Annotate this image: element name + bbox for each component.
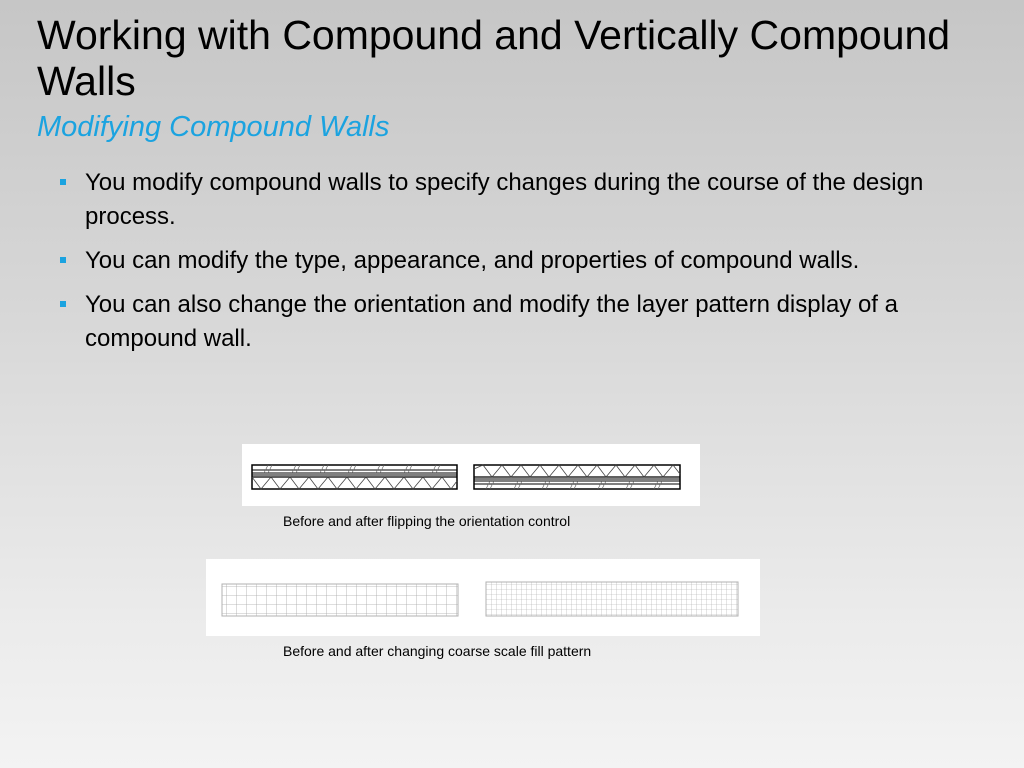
- wall-after-flip: [474, 465, 680, 489]
- fill-pattern-figure: [206, 559, 760, 636]
- wall-after-fill-change: [486, 582, 738, 616]
- orientation-caption: Before and after flipping the orientation control: [283, 513, 571, 529]
- bullet-text: You modify compound walls to specify changes during the course of the design process.: [85, 169, 924, 230]
- wall-before-flip: [252, 465, 457, 489]
- square-bullet-icon: [60, 179, 66, 185]
- slide-subtitle: Modifying Compound Walls: [37, 111, 390, 143]
- bullet-item: [58, 244, 938, 278]
- bullet-item: [58, 166, 938, 234]
- fill-pattern-diagram: [206, 559, 760, 636]
- orientation-diagram: [242, 444, 700, 506]
- slide-title: Working with Compound and Vertically Compound Walls: [37, 12, 951, 104]
- bullet-text: You can also change the orientation and modify the layer pattern display of a compound wall.: [85, 291, 898, 352]
- square-bullet-icon: [60, 257, 66, 263]
- wall-before-fill-change: [222, 584, 458, 616]
- square-bullet-icon: [60, 301, 66, 307]
- bullet-list: [58, 166, 938, 366]
- orientation-figure: [242, 444, 700, 506]
- bullet-text: You can modify the type, appearance, and properties of compound walls.: [85, 247, 860, 274]
- bullet-item: [58, 288, 938, 356]
- fill-pattern-caption: Before and after changing coarse scale fill pattern: [283, 643, 592, 659]
